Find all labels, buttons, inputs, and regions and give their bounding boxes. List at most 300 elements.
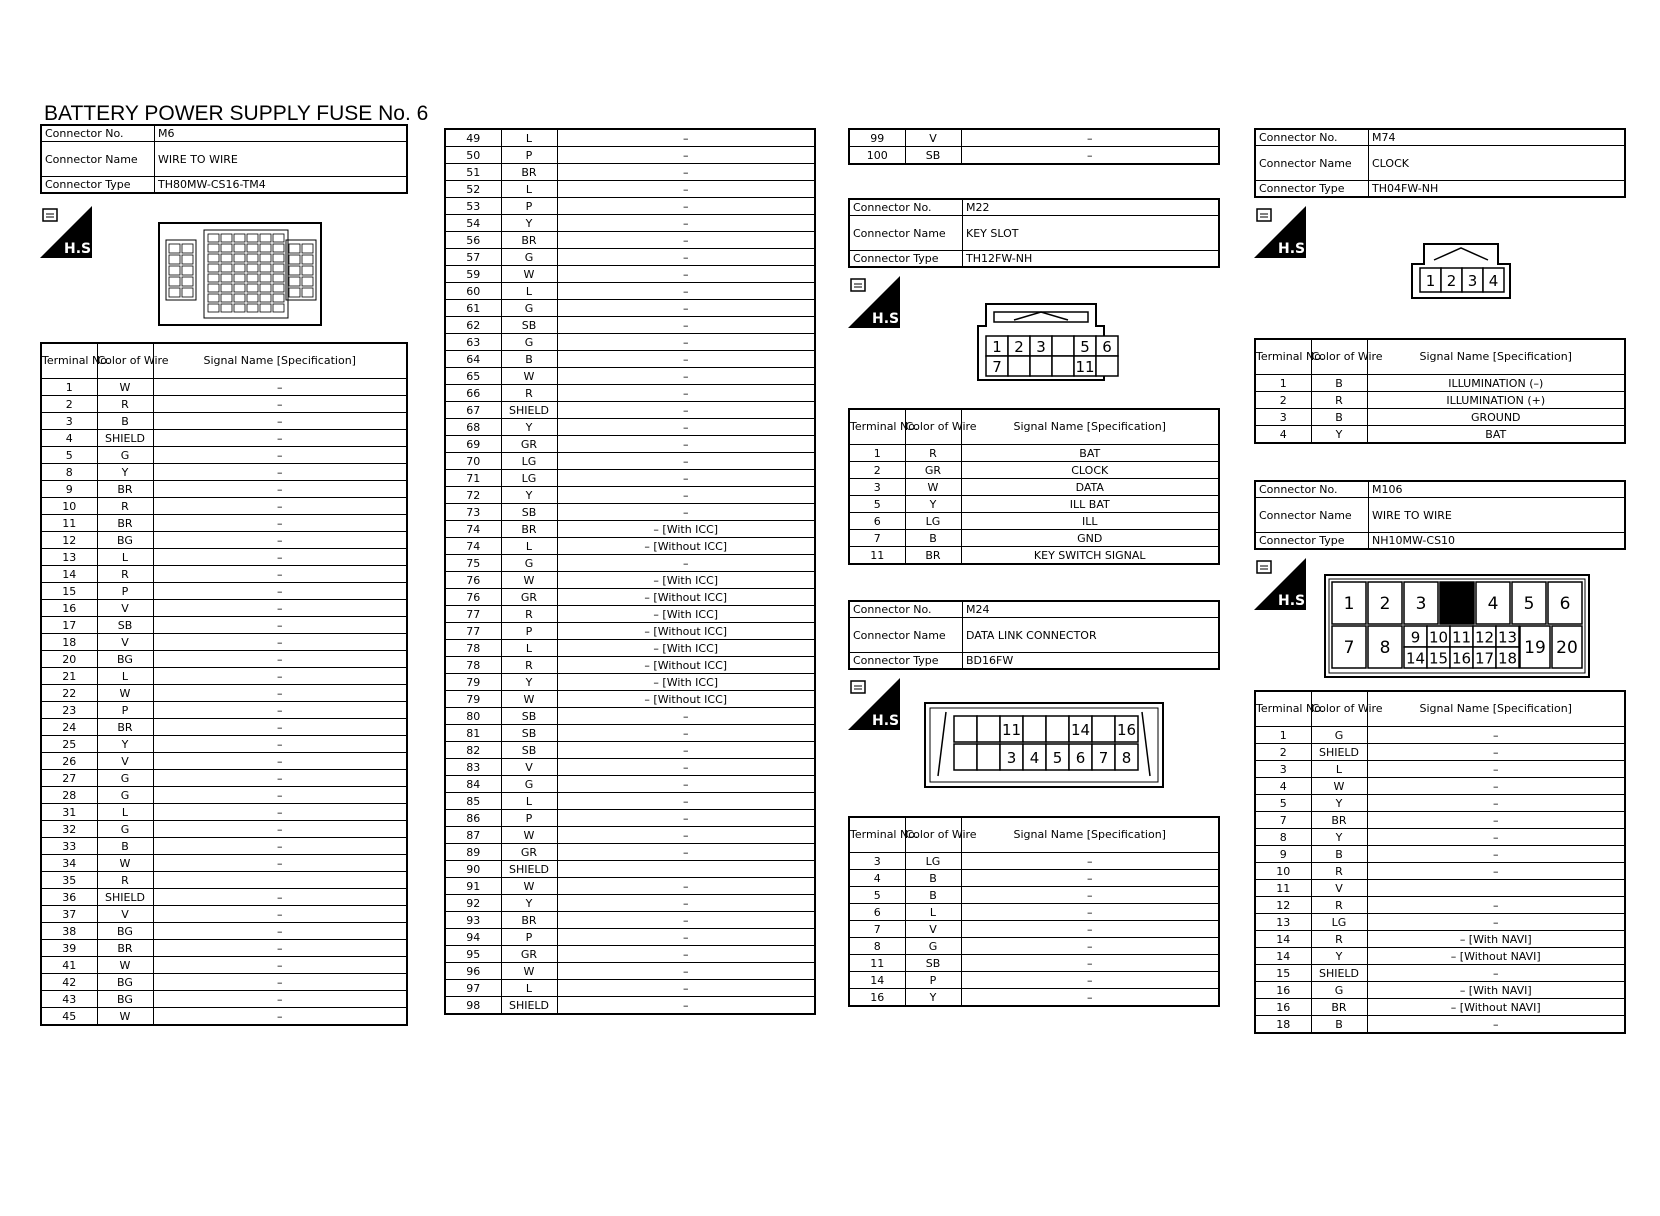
signal-name-cell: – (557, 487, 815, 504)
wire-color-cell: R (501, 606, 557, 623)
wire-color-cell: G (501, 334, 557, 351)
connector-pin (1483, 268, 1504, 292)
terminal-no-cell: 1 (849, 445, 905, 462)
table-row (445, 266, 815, 283)
pin-number: 18 (1497, 649, 1518, 668)
wire-color-cell: P (97, 583, 153, 600)
terminal-no-cell: 49 (445, 129, 501, 147)
connector-type-value: BD16FW (963, 653, 1220, 670)
signal-name-cell: ILLUMINATION (–) (1367, 375, 1625, 392)
signal-name-cell: – (153, 838, 407, 855)
signal-name-cell: – (153, 498, 407, 515)
table-row (445, 640, 815, 657)
signal-name-cell: – (961, 904, 1219, 921)
connector-name-label: Connector Name (849, 216, 963, 251)
signal-name-cell: – (557, 402, 815, 419)
signal-name-cell: – (557, 776, 815, 793)
m106-connector-face (1324, 574, 1590, 682)
table-row (41, 566, 407, 583)
connector-type-label: Connector Type (41, 177, 155, 194)
signal-name-cell: – (153, 991, 407, 1008)
table-row (849, 129, 1219, 147)
table-row (41, 430, 407, 447)
wire-color-cell: W (97, 379, 153, 396)
signal-name-cell: – [Without ICC] (557, 538, 815, 555)
wire-color-cell: R (1311, 897, 1367, 914)
table-row (849, 445, 1219, 462)
pin-number: 16 (1116, 721, 1137, 739)
terminal-no-cell: 9 (1255, 846, 1311, 863)
wire-color-cell: BR (97, 515, 153, 532)
wire-color-cell: SB (501, 504, 557, 521)
terminal-no-cell: 74 (445, 538, 501, 555)
terminal-no-cell: 66 (445, 385, 501, 402)
table-row (41, 481, 407, 498)
wire-color-cell: BR (501, 164, 557, 181)
connector-pin (954, 716, 977, 742)
terminal-no-cell: 8 (849, 938, 905, 955)
terminal-no-cell: 24 (41, 719, 97, 736)
terminal-no-cell: 4 (849, 870, 905, 887)
signal-name-cell: – (557, 215, 815, 232)
wire-color-cell: V (1311, 880, 1367, 897)
signal-name-cell: KEY SWITCH SIGNAL (961, 547, 1219, 565)
table-row (445, 674, 815, 691)
table-row (445, 572, 815, 589)
wire-color-cell: P (501, 623, 557, 640)
connector-pin (1548, 582, 1582, 624)
terminal-no-cell: 41 (41, 957, 97, 974)
table-row (849, 972, 1219, 989)
wire-color-cell: G (501, 555, 557, 572)
connector-pin (1000, 716, 1023, 742)
terminal-no-cell: 18 (41, 634, 97, 651)
terminal-no-cell: 2 (41, 396, 97, 413)
wire-color-cell: G (97, 447, 153, 464)
wire-color-cell: B (97, 413, 153, 430)
table-row (849, 513, 1219, 530)
pin-number: 3 (1467, 272, 1478, 290)
signal-name-cell: – (557, 793, 815, 810)
terminal-no-cell: 14 (849, 972, 905, 989)
wire-color-cell: R (97, 396, 153, 413)
table-row (41, 872, 407, 889)
connector-pin (1023, 744, 1046, 770)
terminal-no-cell: 15 (41, 583, 97, 600)
signal-name-cell: – (557, 725, 815, 742)
connector-pin (1404, 582, 1438, 624)
table-row (445, 283, 815, 300)
table-row (41, 787, 407, 804)
signal-name-header: Signal Name [Specification] (1367, 339, 1625, 375)
signal-name-cell: – (557, 232, 815, 249)
table-row (41, 889, 407, 906)
wire-color-cell: SHIELD (1311, 965, 1367, 982)
table-row (1255, 846, 1625, 863)
terminal-no-cell: 69 (445, 436, 501, 453)
connector-name-value: CLOCK (1369, 146, 1626, 181)
signal-name-header: Signal Name [Specification] (961, 817, 1219, 853)
wire-color-cell: LG (1311, 914, 1367, 931)
table-row (445, 742, 815, 759)
connector-no-value: M6 (155, 125, 408, 142)
wire-color-cell: Y (1311, 426, 1367, 444)
terminal-no-cell: 3 (849, 479, 905, 496)
wire-color-cell: Y (501, 215, 557, 232)
table-row (41, 940, 407, 957)
hs-label: H.S. (872, 713, 905, 729)
signal-name-cell: – (153, 668, 407, 685)
wire-color-cell: Y (97, 736, 153, 753)
signal-name-cell: – (1367, 727, 1625, 744)
terminal-no-cell: 11 (41, 515, 97, 532)
signal-name-cell: – (557, 385, 815, 402)
pin-number: 3 (1006, 749, 1017, 767)
pin-number: 13 (1497, 628, 1518, 647)
signal-name-cell: – (1367, 863, 1625, 880)
signal-name-cell: – (153, 974, 407, 991)
terminal-no-cell: 33 (41, 838, 97, 855)
terminal-no-cell: 7 (1255, 812, 1311, 829)
signal-name-cell: – (153, 753, 407, 770)
table-row (445, 419, 815, 436)
table-row (1255, 1016, 1625, 1034)
table-row (41, 515, 407, 532)
pin-number: 14 (1405, 649, 1426, 668)
terminal-no-cell: 95 (445, 946, 501, 963)
signal-name-cell: – (961, 955, 1219, 972)
signal-name-cell: – (557, 147, 815, 164)
terminal-no-cell: 14 (1255, 948, 1311, 965)
table-row (1255, 761, 1625, 778)
connector-pin (1052, 336, 1074, 356)
table-row (445, 453, 815, 470)
table-row (41, 1008, 407, 1026)
pin-number: 5 (1080, 338, 1090, 356)
hs-label: H.S. (1278, 241, 1311, 257)
signal-name-cell (153, 872, 407, 889)
terminal-no-cell: 85 (445, 793, 501, 810)
wire-color-cell: LG (501, 453, 557, 470)
terminal-no-cell: 7 (849, 921, 905, 938)
signal-name-cell: – (1367, 761, 1625, 778)
wire-color-cell: SB (905, 955, 961, 972)
table-row (1255, 778, 1625, 795)
connector-pin (986, 336, 1008, 356)
hs-icon (1254, 558, 1311, 610)
wire-color-cell: P (501, 147, 557, 164)
terminal-no-cell: 15 (1255, 965, 1311, 982)
signal-name-cell: – (557, 351, 815, 368)
wire-color-cell: V (905, 921, 961, 938)
signal-name-cell: – (153, 736, 407, 753)
wire-color-cell: L (501, 640, 557, 657)
signal-name-cell: – [Without ICC] (557, 657, 815, 674)
terminal-no-cell: 93 (445, 912, 501, 929)
signal-name-cell: – (557, 266, 815, 283)
table-row (41, 413, 407, 430)
wire-color-cell: R (1311, 392, 1367, 409)
wire-color-cell: Y (97, 464, 153, 481)
signal-name-cell: – (961, 870, 1219, 887)
table-row (445, 589, 815, 606)
connector-pin (954, 744, 977, 770)
table-row (445, 504, 815, 521)
terminal-no-cell: 3 (849, 853, 905, 870)
table-row (445, 232, 815, 249)
wire-color-cell: L (97, 668, 153, 685)
wire-color-cell: BG (97, 532, 153, 549)
table-row (445, 759, 815, 776)
wire-color-cell: P (97, 702, 153, 719)
connector-no-value: M106 (1369, 481, 1626, 498)
pin-number: 2 (1014, 338, 1024, 356)
m6-info-table (40, 124, 408, 194)
connector-pin (1476, 582, 1510, 624)
signal-name-cell: – (557, 300, 815, 317)
terminal-no-cell: 4 (41, 430, 97, 447)
m74-pin-table (1254, 338, 1626, 444)
table-row (41, 957, 407, 974)
table-row (1255, 409, 1625, 426)
wire-color-cell: L (501, 181, 557, 198)
signal-name-cell: – [Without ICC] (557, 623, 815, 640)
signal-name-cell: – (153, 396, 407, 413)
table-row (445, 878, 815, 895)
wire-color-cell: GR (501, 844, 557, 861)
signal-name-header: Signal Name [Specification] (153, 343, 407, 379)
m106-pin-table (1254, 690, 1626, 1034)
table-row (445, 334, 815, 351)
connector-name-value: WIRE TO WIRE (155, 142, 408, 177)
pin-number: 1 (1425, 272, 1436, 290)
signal-name-cell: – (961, 147, 1219, 165)
terminal-no-cell: 92 (445, 895, 501, 912)
table-row (445, 844, 815, 861)
connector-no-label: Connector No. (1255, 481, 1369, 498)
table-row (1255, 426, 1625, 444)
wire-color-cell: LG (905, 513, 961, 530)
signal-name-cell: – (153, 634, 407, 651)
wire-color-cell: L (1311, 761, 1367, 778)
signal-name-cell: – (557, 997, 815, 1015)
table-row (849, 530, 1219, 547)
signal-name-cell: – (557, 759, 815, 776)
wire-color-cell: R (97, 498, 153, 515)
table-row (1255, 999, 1625, 1016)
terminal-no-cell: 6 (849, 904, 905, 921)
terminal-no-cell: 72 (445, 487, 501, 504)
wire-color-cell: R (97, 566, 153, 583)
terminal-no-cell: 1 (1255, 375, 1311, 392)
connector-pin (1427, 647, 1450, 668)
pin-number: 17 (1474, 649, 1495, 668)
pin-number: 3 (1415, 594, 1427, 614)
signal-name-cell: – (153, 549, 407, 566)
connector-pin (1473, 626, 1496, 647)
terminal-no-cell: 23 (41, 702, 97, 719)
terminal-no-cell: 71 (445, 470, 501, 487)
color-of-wire-header: Color of Wire (1311, 691, 1367, 727)
signal-name-cell: – (557, 963, 815, 980)
m24-connector-face (924, 702, 1164, 792)
signal-name-cell: – (557, 368, 815, 385)
signal-name-cell: – (557, 470, 815, 487)
table-row (849, 853, 1219, 870)
table-row (445, 725, 815, 742)
terminal-no-cell: 99 (849, 129, 905, 147)
terminal-no-cell: 27 (41, 770, 97, 787)
table-row (445, 861, 815, 878)
m6-connector-face (158, 222, 322, 330)
table-row (445, 215, 815, 232)
wire-color-cell: G (1311, 727, 1367, 744)
wire-color-cell: BG (97, 974, 153, 991)
table-row (1255, 375, 1625, 392)
wire-color-cell: R (905, 445, 961, 462)
signal-name-cell: – [With NAVI] (1367, 982, 1625, 999)
m24-pin-table (848, 816, 1220, 1007)
signal-name-cell: – [With ICC] (557, 572, 815, 589)
table-row (445, 385, 815, 402)
signal-name-cell: – (153, 702, 407, 719)
connector-pin (1496, 647, 1519, 668)
table-row (1255, 880, 1625, 897)
pin-number: 3 (1036, 338, 1046, 356)
wire-color-cell: BR (1311, 999, 1367, 1016)
connector-name-label: Connector Name (1255, 146, 1369, 181)
table-row (41, 906, 407, 923)
signal-name-cell: – (961, 972, 1219, 989)
signal-name-cell: – [Without ICC] (557, 589, 815, 606)
terminal-no-cell: 14 (41, 566, 97, 583)
table-row (445, 963, 815, 980)
table-row (445, 317, 815, 334)
page-title: BATTERY POWER SUPPLY FUSE No. 6 (44, 102, 429, 125)
signal-name-cell: – (1367, 812, 1625, 829)
connector-pin (1368, 582, 1402, 624)
signal-name-cell: – (557, 742, 815, 759)
terminal-no-cell: 13 (41, 549, 97, 566)
signal-name-cell: – (557, 827, 815, 844)
terminal-no-cell: 34 (41, 855, 97, 872)
signal-name-cell: – (1367, 795, 1625, 812)
wire-color-cell: SHIELD (501, 402, 557, 419)
connector-pin (1368, 626, 1402, 668)
color-of-wire-header: Color of Wire (97, 343, 153, 379)
terminal-no-header: Terminal No. (849, 817, 905, 853)
terminal-no-header: Terminal No. (849, 409, 905, 445)
wire-color-cell: G (501, 249, 557, 266)
terminal-no-cell: 12 (1255, 897, 1311, 914)
connector-type-value: TH04FW-NH (1369, 181, 1626, 198)
pin-number: 12 (1474, 628, 1495, 647)
signal-name-cell: – (1367, 829, 1625, 846)
hs-label: H.S. (1278, 593, 1311, 609)
m106-info-table (1254, 480, 1626, 550)
hs-icon (40, 206, 97, 258)
connector-pin (1008, 356, 1030, 376)
table-row (445, 129, 815, 147)
pin-number: 6 (1559, 594, 1571, 614)
wire-color-cell: BR (1311, 812, 1367, 829)
pin-number: 11 (1451, 628, 1472, 647)
table-row (41, 498, 407, 515)
wire-color-cell: BR (501, 232, 557, 249)
connector-no-label: Connector No. (41, 125, 155, 142)
signal-name-cell: – [Without ICC] (557, 691, 815, 708)
signal-name-cell: – (153, 413, 407, 430)
signal-name-cell: – (1367, 846, 1625, 863)
signal-name-cell: – (961, 921, 1219, 938)
connector-no-label: Connector No. (849, 199, 963, 216)
wire-color-cell: Y (905, 989, 961, 1007)
terminal-no-cell: 70 (445, 453, 501, 470)
table-row (1255, 914, 1625, 931)
signal-name-cell (557, 861, 815, 878)
terminal-no-cell: 39 (41, 940, 97, 957)
wire-color-cell: W (501, 827, 557, 844)
connector-pin (986, 356, 1008, 376)
terminal-no-header: Terminal No. (1255, 691, 1311, 727)
table-row (445, 980, 815, 997)
wire-color-cell: BR (97, 481, 153, 498)
table-row (41, 821, 407, 838)
connector-pin (1427, 626, 1450, 647)
signal-name-cell: – [With ICC] (557, 521, 815, 538)
terminal-no-cell: 79 (445, 674, 501, 691)
wire-color-cell: R (501, 385, 557, 402)
terminal-no-cell: 1 (1255, 727, 1311, 744)
table-row (849, 887, 1219, 904)
terminal-no-cell: 50 (445, 147, 501, 164)
terminal-no-cell: 2 (849, 462, 905, 479)
table-row (41, 753, 407, 770)
wire-color-cell: B (1311, 375, 1367, 392)
terminal-no-cell: 76 (445, 589, 501, 606)
wire-color-cell: SB (905, 147, 961, 165)
terminal-no-cell: 25 (41, 736, 97, 753)
hs-icon (848, 678, 905, 730)
pin-number: 1 (1343, 594, 1355, 614)
wire-color-cell: V (905, 129, 961, 147)
table-row (1255, 744, 1625, 761)
pin-number: 1 (992, 338, 1002, 356)
pin-number: 11 (1001, 721, 1022, 739)
pin-number: 19 (1524, 638, 1546, 658)
signal-name-cell: CLOCK (961, 462, 1219, 479)
wire-color-cell: W (905, 479, 961, 496)
wire-color-cell: B (1311, 1016, 1367, 1034)
wire-color-cell: G (1311, 982, 1367, 999)
terminal-no-cell: 68 (445, 419, 501, 436)
connector-pin (1420, 268, 1441, 292)
connector-name-label: Connector Name (41, 142, 155, 177)
table-row (445, 793, 815, 810)
terminal-no-cell: 35 (41, 872, 97, 889)
wire-color-cell: SHIELD (501, 997, 557, 1015)
connector-pin (1441, 268, 1462, 292)
connector-pin (1092, 744, 1115, 770)
terminal-no-cell: 22 (41, 685, 97, 702)
connector-type-value: TH80MW-CS16-TM4 (155, 177, 408, 194)
wire-color-cell: SB (501, 742, 557, 759)
signal-name-cell: – (961, 989, 1219, 1007)
signal-name-cell: – (1367, 897, 1625, 914)
wire-color-cell: SB (97, 617, 153, 634)
signal-name-cell: – (557, 181, 815, 198)
terminal-no-header: Terminal No. (41, 343, 97, 379)
